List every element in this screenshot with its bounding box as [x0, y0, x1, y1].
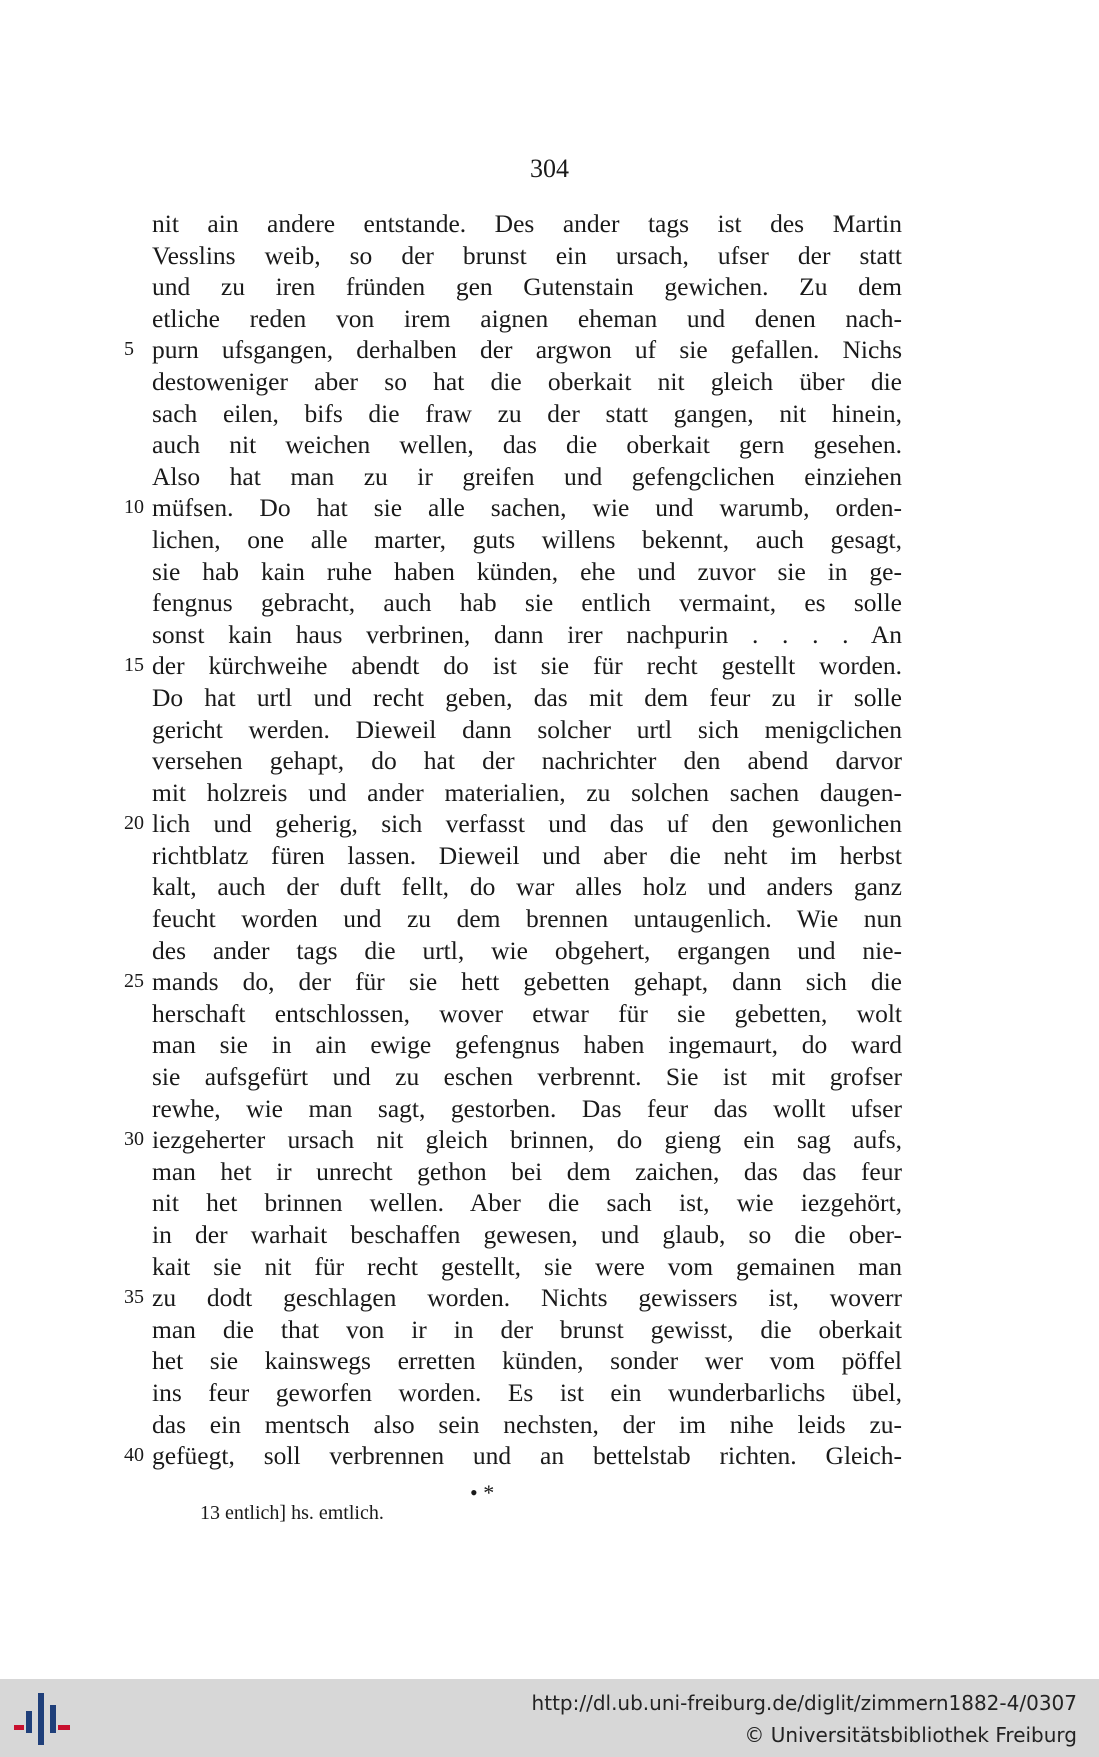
text-line [152, 240, 902, 272]
text-line [152, 998, 902, 1030]
text-line [152, 935, 902, 967]
text-line [124, 650, 902, 682]
copyright-text: © Universitätsbibliothek Freiburg [744, 1723, 1077, 1747]
text-block [124, 208, 902, 1472]
line-text: richtblatz füren lassen. Dieweil und aber die neht im herbst [152, 840, 902, 870]
line-text: feucht worden und zu dem brennen untaugenlich. Wie nun [152, 904, 902, 934]
text-line [124, 334, 902, 366]
text-line [152, 1377, 902, 1409]
text-line [152, 777, 902, 809]
line-text: iezgeherter ursach nit gleich brinnen, do gieng ein sag aufs, [152, 1125, 902, 1155]
line-text: destoweniger aber so hat die oberkait nit gleich über die [152, 366, 902, 396]
text-line [152, 366, 902, 398]
line-text: mands do, der für sie hett gebetten gehapt, dann sich die [152, 967, 902, 997]
line-text: der kürchweihe abendt do ist sie für recht gestellt worden. [152, 651, 902, 681]
line-number: 15 [124, 654, 144, 677]
line-text: gericht werden. Dieweil dann solcher urtl sich menigclichen [152, 714, 902, 744]
text-line [152, 1093, 902, 1125]
text-line [152, 1219, 902, 1251]
text-line [152, 429, 902, 461]
line-text: mit holzreis und ander materialien, zu solchen sachen daugen- [152, 777, 902, 807]
text-line [124, 1440, 902, 1472]
line-text: man die that von ir in der brunst gewisst, die oberkait [152, 1314, 902, 1344]
line-text: und zu iren fründen gen Gutenstain gewichen. Zu dem [152, 272, 902, 302]
page-number: 304 [530, 154, 569, 183]
line-text: versehen gehapt, do hat der nachrichter den abend darvor [152, 746, 902, 776]
line-text: sie hab kain ruhe haben künden, ehe und zuvor sie in ge- [152, 556, 902, 586]
text-line [152, 524, 902, 556]
text-line [152, 903, 902, 935]
line-text: rewhe, wie man sagt, gestorben. Das feur das wollt ufser [152, 1093, 902, 1123]
text-line [152, 840, 902, 872]
line-text: Do hat urtl und recht geben, das mit dem feur zu ir solle [152, 682, 902, 712]
text-line [152, 1156, 902, 1188]
line-text: het sie kainswegs erretten künden, sonder wer vom pöffel [152, 1346, 902, 1376]
line-text: ins feur geworfen worden. Es ist ein wunderbarlichs übel, [152, 1377, 902, 1407]
text-line [152, 398, 902, 430]
line-text: des ander tags die urtl, wie obgehert, ergangen und nie- [152, 935, 902, 965]
line-text: sach eilen, bifs die fraw zu der statt gangen, nit hinein, [152, 398, 902, 428]
line-text: nit het brinnen wellen. Aber die sach ist, wie iezgehört, [152, 1188, 902, 1218]
footer-bar [0, 1679, 1099, 1757]
text-line [152, 871, 902, 903]
text-line [152, 271, 902, 303]
text-line [152, 1345, 902, 1377]
text-line [152, 714, 902, 746]
text-line [152, 1029, 902, 1061]
text-line [124, 808, 902, 840]
text-line [152, 1187, 902, 1219]
text-line [152, 619, 902, 651]
line-text: sonst kain haus verbrinen, dann irer nachpurin . . . . An [152, 619, 902, 649]
line-text: das ein mentsch also sein nechsten, der im nihe leids zu- [152, 1409, 902, 1439]
text-line [152, 1061, 902, 1093]
permalink-url[interactable]: http://dl.ub.uni-freiburg.de/diglit/zimmern1882-4/0307 [531, 1691, 1077, 1715]
line-number: 30 [124, 1128, 144, 1151]
ub-freiburg-logo-icon [12, 1689, 72, 1749]
line-number: 35 [124, 1286, 144, 1309]
line-text: man sie in ain ewige gefengnus haben ingemaurt, do ward [152, 1030, 902, 1060]
line-number: 25 [124, 970, 144, 993]
line-text: in der warhait beschaffen gewesen, und glaub, so die ober- [152, 1220, 902, 1249]
line-number: 20 [124, 812, 144, 835]
line-text: Also hat man zu ir greifen und gefengclichen einziehen [152, 461, 902, 491]
text-line [152, 556, 902, 588]
line-text: kalt, auch der duft fellt, do war alles holz und anders ganz [152, 872, 902, 902]
line-text: etliche reden von irem aignen eheman und denen nach- [152, 303, 902, 333]
line-text: nit ain andere entstande. Des ander tags ist des Martin [152, 209, 902, 238]
text-line [152, 745, 902, 777]
text-line [152, 208, 902, 240]
footnote: 13 entlich] hs. emtlich. [200, 1502, 384, 1524]
text-line [124, 1282, 902, 1314]
text-line [152, 1251, 902, 1283]
text-line [152, 682, 902, 714]
line-text: herschaft entschlossen, wover etwar für sie gebetten, wolt [152, 998, 902, 1028]
text-line [152, 303, 902, 335]
line-text: müfsen. Do hat sie alle sachen, wie und warumb, orden- [152, 493, 902, 523]
text-line [124, 966, 902, 998]
line-text: auch nit weichen wellen, das die oberkait gern gesehen. [152, 430, 902, 460]
line-number: 10 [124, 496, 144, 519]
text-line [152, 1314, 902, 1346]
line-text: Vesslins weib, so der brunst ein ursach, ufser der statt [152, 240, 902, 270]
text-line [124, 1124, 902, 1156]
line-text: lich und geherig, sich verfasst und das uf den gewonlichen [152, 809, 902, 839]
text-line [152, 1409, 902, 1441]
line-text: sie aufsgefürt und zu eschen verbrennt. Sie ist mit grofser [152, 1062, 902, 1092]
line-number: 5 [124, 338, 134, 361]
line-text: lichen, one alle marter, guts willens bekennt, auch gesagt, [152, 524, 902, 554]
line-text: fengnus gebracht, auch hab sie entlich vermaint, es solle [152, 588, 902, 618]
line-number: 40 [124, 1444, 144, 1467]
line-text: purn ufsgangen, derhalben der argwon uf sie gefallen. Nichs [152, 335, 902, 365]
text-line [124, 492, 902, 524]
line-text: man het ir unrecht gethon bei dem zaichen, das das feur [152, 1156, 902, 1186]
line-text: zu dodt geschlagen worden. Nichts gewissers ist, woverr [152, 1283, 902, 1313]
line-text: gefüegt, soll verbrennen und an bettelstab richten. Gleich- [152, 1441, 902, 1471]
text-line [152, 587, 902, 619]
line-text: kait sie nit für recht gestellt, sie were vom gemainen man [152, 1251, 902, 1281]
footnote-marks: • * [470, 1480, 495, 1505]
text-line [152, 461, 902, 493]
